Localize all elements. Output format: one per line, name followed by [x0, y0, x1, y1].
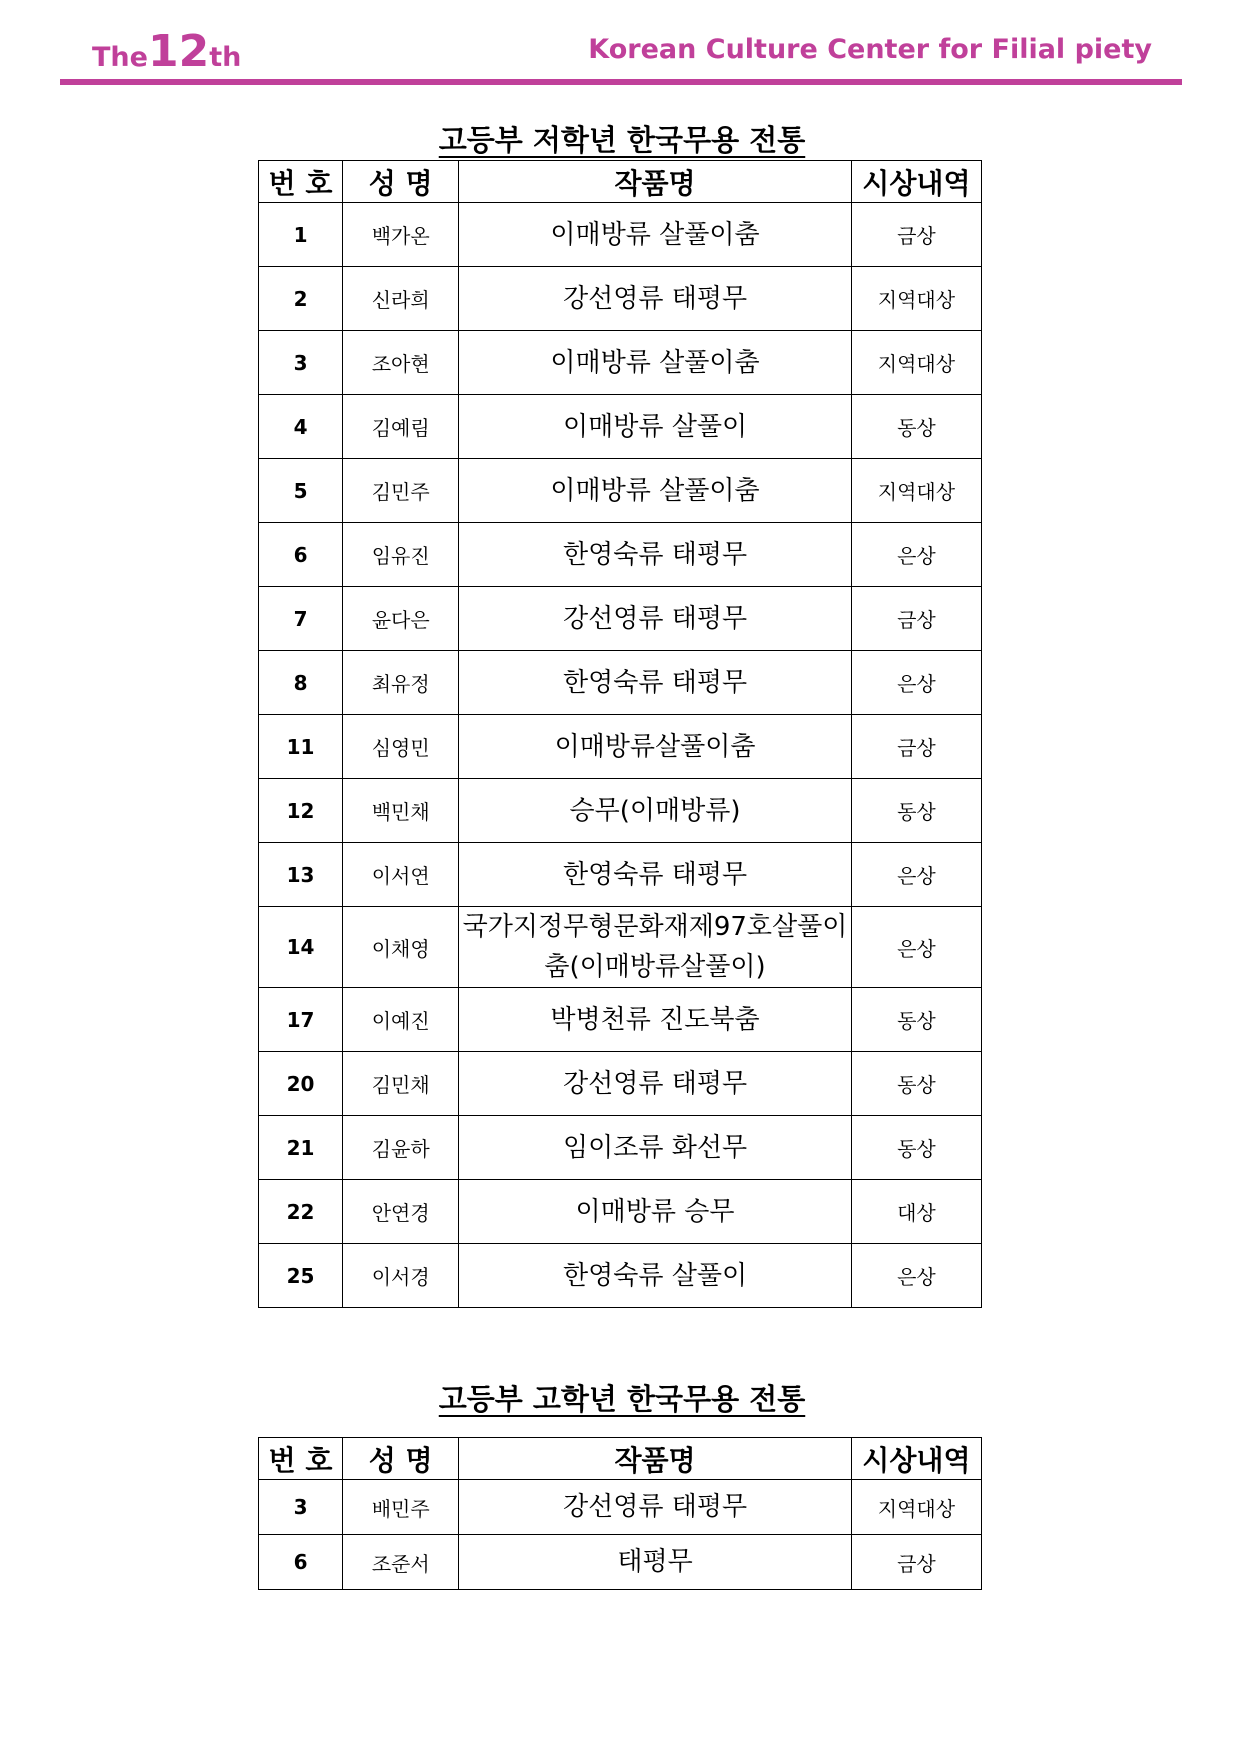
award: 은상 [851, 1244, 981, 1308]
entry-number: 3 [259, 331, 343, 395]
participant-name: 백민채 [343, 779, 459, 843]
work-title: 강선영류 태평무 [459, 1480, 852, 1535]
entry-number: 7 [259, 587, 343, 651]
column-header-name: 성 명 [343, 1438, 459, 1480]
work-title: 임이조류 화선무 [459, 1116, 852, 1180]
entry-number: 21 [259, 1116, 343, 1180]
participant-name: 심영민 [343, 715, 459, 779]
table-row [259, 779, 982, 843]
table-row [259, 587, 982, 651]
participant-name: 이채영 [343, 907, 459, 988]
award: 은상 [851, 523, 981, 587]
column-header-number: 번 호 [259, 161, 343, 203]
award: 동상 [851, 988, 981, 1052]
work-title: 이매방류 승무 [459, 1180, 852, 1244]
entry-number: 2 [259, 267, 343, 331]
participant-name: 이예진 [343, 988, 459, 1052]
edition-label [92, 26, 242, 77]
header-divider [60, 79, 1182, 85]
entry-number: 5 [259, 459, 343, 523]
entry-number: 1 [259, 203, 343, 267]
work-title: 한영숙류 살풀이 [459, 1244, 852, 1308]
award: 금상 [851, 203, 981, 267]
award: 은상 [851, 651, 981, 715]
column-header-award: 시상내역 [851, 1438, 981, 1480]
entry-number: 14 [259, 907, 343, 988]
section-title-upper-grade: 고등부 고학년 한국무용 전통 [438, 1382, 806, 1416]
table-body [259, 203, 982, 1308]
participant-name: 김민채 [343, 1052, 459, 1116]
work-title: 태평무 [459, 1535, 852, 1590]
participant-name: 김윤하 [343, 1116, 459, 1180]
entry-number: 8 [259, 651, 343, 715]
results-table-upper-grade [258, 1437, 982, 1590]
participant-name: 안연경 [343, 1180, 459, 1244]
work-title: 이매방류 살풀이 [459, 395, 852, 459]
award: 동상 [851, 1116, 981, 1180]
entry-number: 22 [259, 1180, 343, 1244]
table-row [259, 843, 982, 907]
table-row [259, 1116, 982, 1180]
participant-name: 이서연 [343, 843, 459, 907]
table-body [259, 1480, 982, 1590]
table-row [259, 523, 982, 587]
work-title: 국가지정무형문화재제97호살풀이춤(이매방류살풀이) [459, 907, 852, 988]
work-title: 강선영류 태평무 [459, 1052, 852, 1116]
award: 금상 [851, 587, 981, 651]
column-header-number: 번 호 [259, 1438, 343, 1480]
award: 지역대상 [851, 459, 981, 523]
entry-number: 20 [259, 1052, 343, 1116]
table-row [259, 267, 982, 331]
award: 지역대상 [851, 267, 981, 331]
work-title: 한영숙류 태평무 [459, 651, 852, 715]
participant-name: 배민주 [343, 1480, 459, 1535]
participant-name: 김예림 [343, 395, 459, 459]
participant-name: 임유진 [343, 523, 459, 587]
column-header-work: 작품명 [459, 161, 852, 203]
work-title: 한영숙류 태평무 [459, 523, 852, 587]
award: 지역대상 [851, 331, 981, 395]
edition-suffix: th [209, 42, 242, 73]
table-row [259, 1244, 982, 1308]
work-title: 이매방류 살풀이춤 [459, 331, 852, 395]
award: 동상 [851, 1052, 981, 1116]
award: 금상 [851, 1535, 981, 1590]
table-row [259, 395, 982, 459]
award: 동상 [851, 395, 981, 459]
table-row [259, 459, 982, 523]
table-row [259, 1052, 982, 1116]
table-row [259, 331, 982, 395]
participant-name: 신라희 [343, 267, 459, 331]
award: 금상 [851, 715, 981, 779]
table-header-row [259, 161, 982, 203]
table-row [259, 907, 982, 988]
column-header-name: 성 명 [343, 161, 459, 203]
work-title: 한영숙류 태평무 [459, 843, 852, 907]
participant-name: 백가온 [343, 203, 459, 267]
entry-number: 17 [259, 988, 343, 1052]
entry-number: 11 [259, 715, 343, 779]
work-title: 박병천류 진도북춤 [459, 988, 852, 1052]
edition-the: The [92, 42, 148, 73]
award: 지역대상 [851, 1480, 981, 1535]
work-title: 강선영류 태평무 [459, 587, 852, 651]
entry-number: 25 [259, 1244, 343, 1308]
edition-number: 12 [147, 26, 210, 77]
table-row [259, 988, 982, 1052]
organization-name: Korean Culture Center for Filial piety [588, 34, 1152, 65]
table-row [259, 1180, 982, 1244]
work-title: 이매방류 살풀이춤 [459, 459, 852, 523]
entry-number: 6 [259, 523, 343, 587]
results-table-lower-grade [258, 160, 982, 1308]
award: 은상 [851, 843, 981, 907]
entry-number: 13 [259, 843, 343, 907]
work-title: 승무(이매방류) [459, 779, 852, 843]
entry-number: 6 [259, 1535, 343, 1590]
column-header-award: 시상내역 [851, 161, 981, 203]
entry-number: 4 [259, 395, 343, 459]
award: 대상 [851, 1180, 981, 1244]
entry-number: 12 [259, 779, 343, 843]
table-row [259, 203, 982, 267]
work-title: 이매방류살풀이춤 [459, 715, 852, 779]
table-header-row [259, 1438, 982, 1480]
table-row [259, 1535, 982, 1590]
participant-name: 조준서 [343, 1535, 459, 1590]
award: 은상 [851, 907, 981, 988]
entry-number: 3 [259, 1480, 343, 1535]
page-header [60, 26, 1182, 80]
table-row [259, 715, 982, 779]
column-header-work: 작품명 [459, 1438, 852, 1480]
section-title-lower-grade: 고등부 저학년 한국무용 전통 [438, 123, 806, 157]
table-row [259, 651, 982, 715]
work-title: 강선영류 태평무 [459, 267, 852, 331]
table-row [259, 1480, 982, 1535]
participant-name: 윤다은 [343, 587, 459, 651]
participant-name: 조아현 [343, 331, 459, 395]
participant-name: 이서경 [343, 1244, 459, 1308]
award: 동상 [851, 779, 981, 843]
participant-name: 김민주 [343, 459, 459, 523]
participant-name: 최유정 [343, 651, 459, 715]
work-title: 이매방류 살풀이춤 [459, 203, 852, 267]
